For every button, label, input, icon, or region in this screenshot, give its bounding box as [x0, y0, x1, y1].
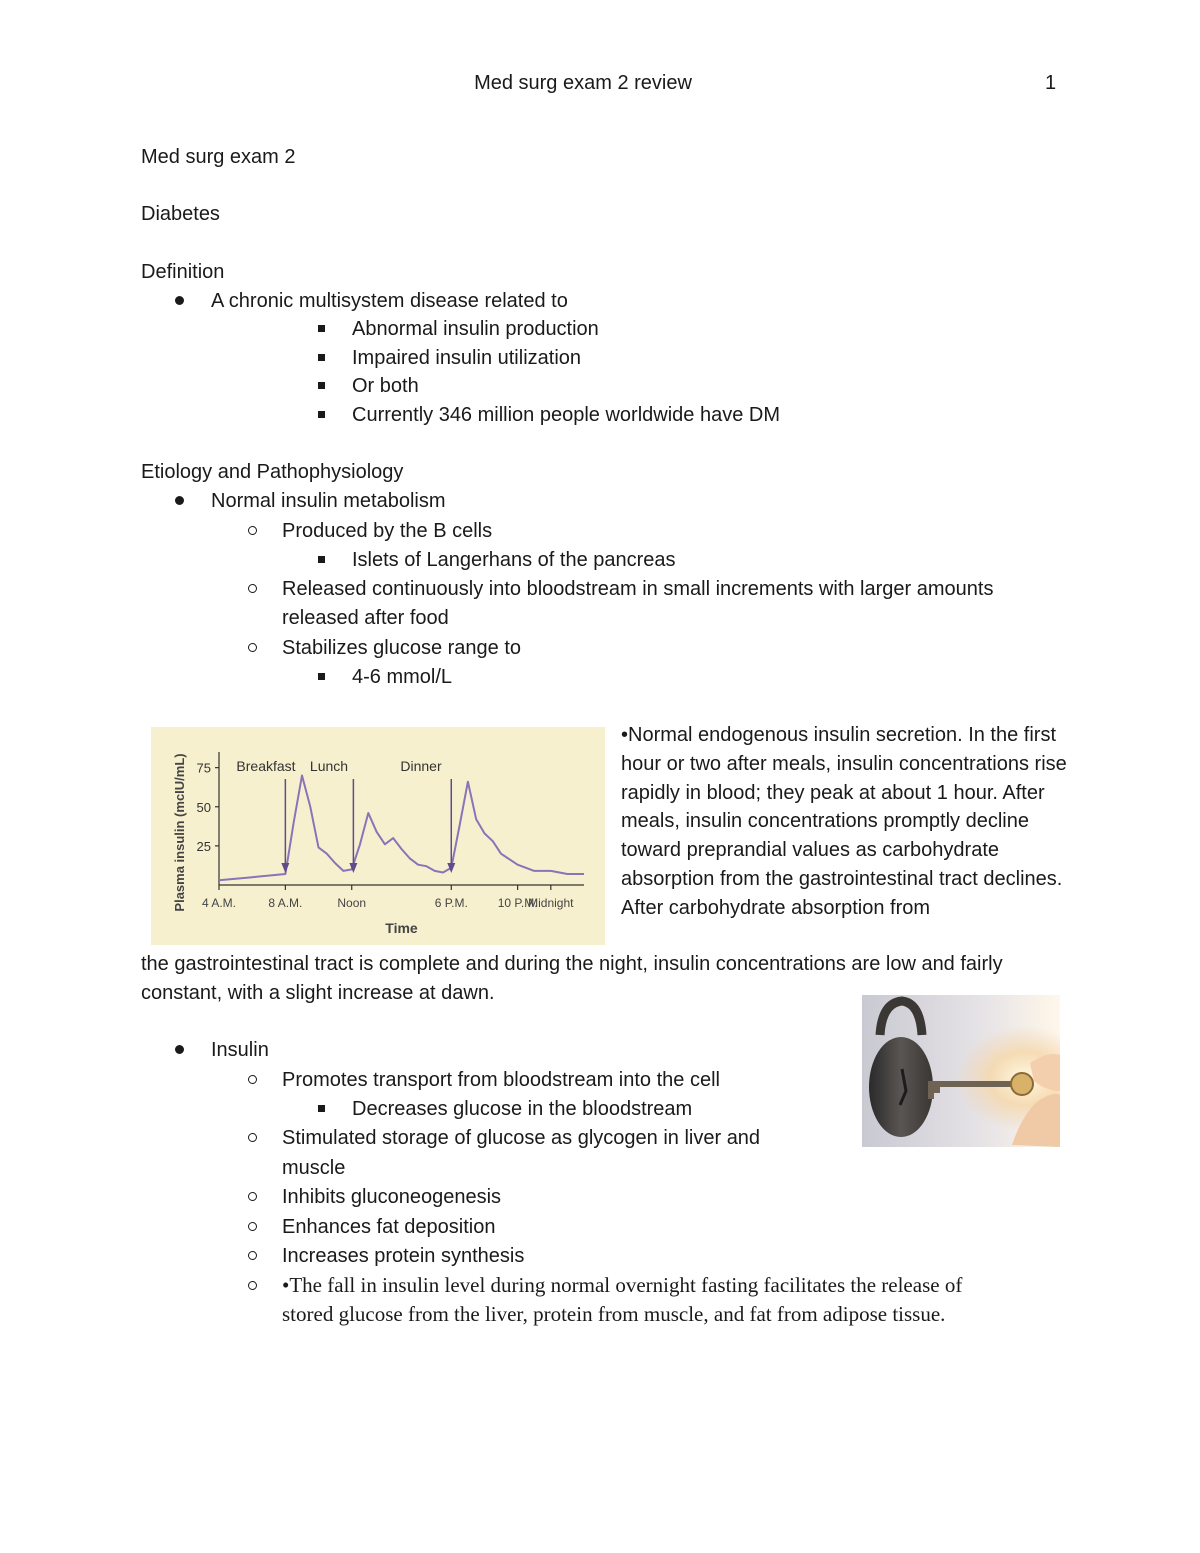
x-axis-label: Time: [385, 920, 418, 936]
annotation-breakfast: Breakfast: [236, 758, 296, 774]
list-item: Increases protein synthesis: [282, 1245, 525, 1267]
bullet-disc-icon: [175, 1045, 184, 1054]
bullet-circle-icon: [248, 584, 257, 593]
insulin-bullet: Insulin: [211, 1039, 269, 1061]
chart-caption-text: [621, 721, 1071, 923]
padlock-body: [869, 1037, 933, 1137]
y-axis-label: Plasma insulin (mcIU/mL): [172, 753, 187, 912]
y-tick-label: 25: [196, 838, 211, 854]
bullet-square-icon: [318, 411, 325, 418]
list-item: Abnormal insulin production: [352, 318, 599, 340]
insulin-series-line: [219, 776, 584, 881]
caption-part-2: the gastrointestinal tract is complete and during the night, insulin concentrations are low and fairly constant, with a slight increase at dawn.: [141, 953, 1003, 1004]
bullet-circle-icon: [248, 643, 257, 652]
y-tick-label: 50: [196, 799, 211, 815]
bullet-square-icon: [318, 354, 325, 361]
x-tick-label: 6 P.M.: [434, 896, 468, 910]
section-heading-diabetes: Diabetes: [141, 203, 220, 225]
etiology-bullet: Normal insulin metabolism: [211, 490, 446, 512]
x-tick-label: Noon: [337, 896, 367, 910]
list-item: •The fall in insulin level during normal overnight fasting facilitates the release of: [282, 1273, 963, 1297]
list-item: Impaired insulin utilization: [352, 347, 582, 369]
list-item: Produced by the B cells: [282, 520, 493, 542]
bullet-square-icon: [318, 556, 325, 563]
bullet-square-icon: [318, 1105, 325, 1112]
list-item: Decreases glucose in the bloodstream: [352, 1098, 693, 1120]
meal-arrow-head: [349, 863, 357, 873]
bullet-circle-icon: [248, 1222, 257, 1231]
list-item: Promotes transport from bloodstream into the cell: [282, 1069, 720, 1091]
page-header-title: Med surg exam 2 review: [474, 72, 692, 94]
definition-bullet: A chronic multisystem disease related to: [211, 290, 568, 312]
list-item: Released continuously into bloodstream in small increments with larger amounts: [282, 578, 994, 600]
meal-arrow-head: [447, 863, 455, 873]
x-tick-label: 10 P.M.: [497, 896, 538, 910]
bullet-disc-icon: [175, 496, 184, 505]
caption-part-1: •Normal endogenous insulin secretion. In the first hour or two after meals, insulin concentrations rise rapidly in blood; they peak at about 1 hour. After meals, insulin concentrations promptly decline toward preprandial values as carbohydrate absorption from the gastrointestinal tract declines. After carbohydrate absorption from: [621, 724, 1067, 919]
bullet-circle-icon: [248, 1075, 257, 1084]
bullet-circle-icon: [248, 1192, 257, 1201]
list-item-continued: released after food: [282, 607, 449, 629]
bullet-square-icon: [318, 673, 325, 680]
list-item: 4-6 mmol/L: [352, 666, 453, 688]
key-shaft: [928, 1081, 1016, 1087]
list-item: Stimulated storage of glucose as glycogen in liver and: [282, 1127, 761, 1149]
list-item: Islets of Langerhans of the pancreas: [352, 549, 676, 571]
bullet-circle-icon: [248, 1133, 257, 1142]
x-tick-label: 4 A.M.: [201, 896, 237, 910]
annotation-dinner: Dinner: [400, 758, 442, 774]
key-bow: [1011, 1073, 1033, 1095]
document-title: Med surg exam 2: [141, 146, 296, 168]
bullet-circle-icon: [248, 1281, 257, 1290]
chart-svg: [151, 727, 605, 945]
heading-definition: Definition: [141, 261, 225, 283]
list-item: Currently 346 million people worldwide have DM: [352, 404, 780, 426]
page-number: 1: [1045, 72, 1057, 94]
insulin-secretion-chart: [151, 727, 605, 945]
meal-arrow-head: [281, 863, 289, 873]
list-item: Inhibits gluconeogenesis: [282, 1186, 502, 1208]
x-tick-label: Midnight: [528, 896, 574, 910]
bullet-circle-icon: [248, 526, 257, 535]
list-item-continued: muscle: [282, 1157, 346, 1179]
y-tick-label: 75: [196, 760, 211, 776]
annotation-lunch: Lunch: [309, 758, 349, 774]
heading-etiology: Etiology and Pathophysiology: [141, 461, 404, 483]
x-tick-label: 8 A.M.: [268, 896, 303, 910]
list-item: Enhances fat deposition: [282, 1216, 496, 1238]
bullet-square-icon: [318, 382, 325, 389]
bullet-circle-icon: [248, 1251, 257, 1260]
bullet-square-icon: [318, 325, 325, 332]
list-item: Stabilizes glucose range to: [282, 637, 522, 659]
list-item-continued: stored glucose from the liver, protein from muscle, and fat from adipose tissue.: [282, 1302, 946, 1326]
bullet-disc-icon: [175, 296, 184, 305]
list-item: Or both: [352, 375, 419, 397]
lock-and-key-photo: [862, 995, 1060, 1147]
